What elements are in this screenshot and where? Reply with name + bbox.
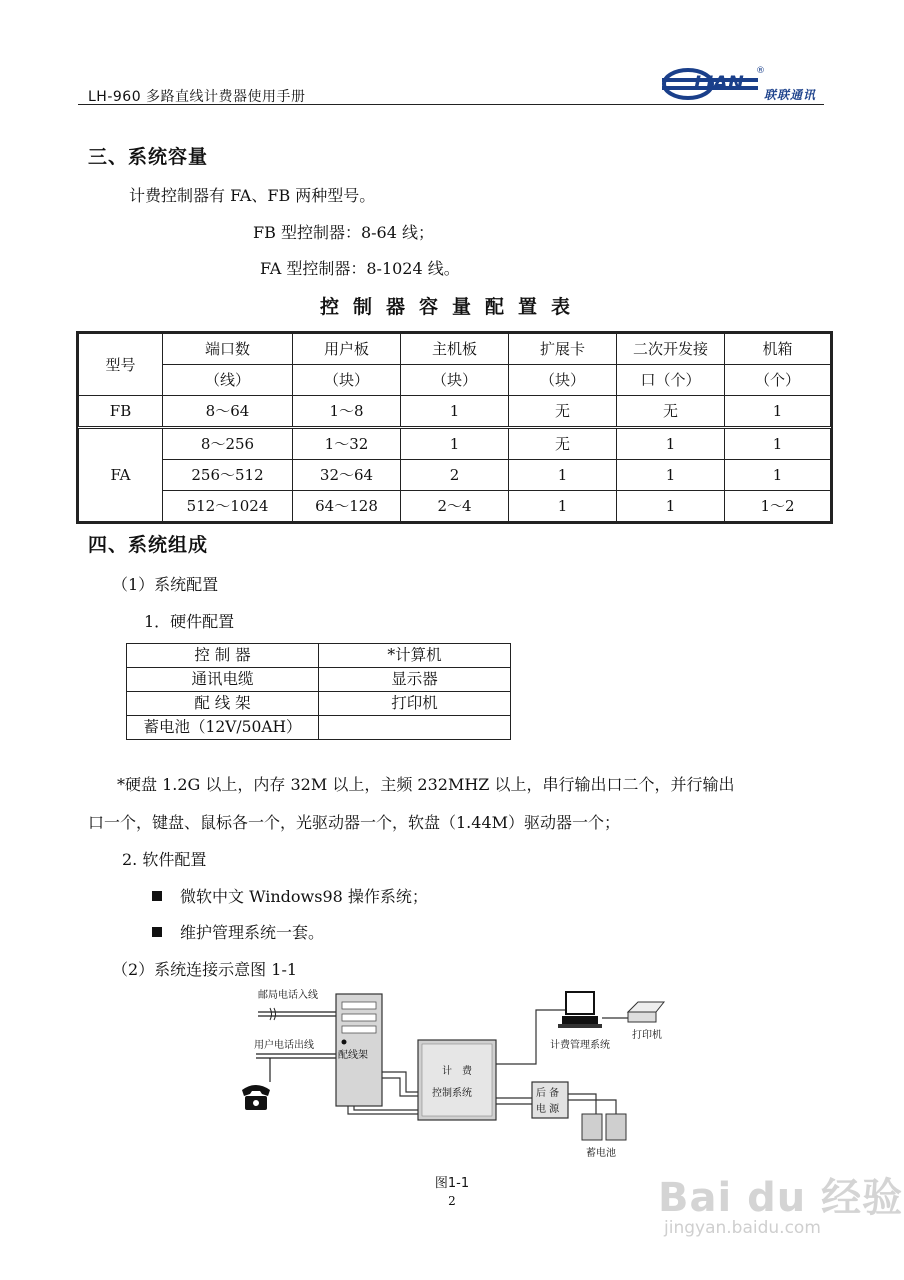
- fa-case: 1: [725, 428, 831, 460]
- fa-case: 1～2: [725, 491, 831, 522]
- distribution-frame-label: 配线架: [338, 1050, 368, 1061]
- fa-user: 1～32: [293, 428, 401, 460]
- header-case-unit: （个）: [725, 365, 831, 396]
- fa-ext: 1: [509, 491, 617, 522]
- hardware-config-title: 1．硬件配置: [144, 612, 235, 631]
- fa-model: FA: [79, 428, 163, 522]
- printer-label: 打印机: [632, 1030, 662, 1041]
- fb-model: FB: [79, 396, 163, 428]
- fa-ports: 256～512: [163, 460, 293, 491]
- billing-controller-icon: [418, 1040, 496, 1120]
- table-row: [127, 644, 511, 668]
- capacity-table: [78, 333, 831, 522]
- fa-ext: 无: [509, 428, 617, 460]
- hardware-note-line1: *硬盘 1.2G 以上，内存 32M 以上，主频 232MHZ 以上，串行输出口二个，并行输出: [117, 775, 735, 794]
- bullet-square-icon: [152, 891, 162, 901]
- hw-right-cell: *计算机: [319, 644, 511, 668]
- fa-ports: 512～1024: [163, 491, 293, 522]
- backup-power-line2: 电 源: [536, 1104, 560, 1115]
- header-dev-interface-unit: 口（个）: [617, 365, 725, 396]
- figure-caption: 图1-1: [434, 1176, 470, 1191]
- fa-dev: 1: [617, 460, 725, 491]
- hw-right-cell: [319, 716, 511, 740]
- telephone-icon: [242, 1085, 270, 1110]
- management-system-label: 计费管理系统: [550, 1040, 610, 1051]
- table-row: [79, 460, 831, 491]
- hw-left-cell: 控 制 器: [127, 644, 319, 668]
- hw-left-cell: 通讯电缆: [127, 668, 319, 692]
- fa-dev: 1: [617, 491, 725, 522]
- fb-capacity-line: FB 型控制器：8-64 线；: [253, 223, 434, 242]
- printer-icon: [628, 1002, 664, 1022]
- logo-text: LIAN: [694, 72, 744, 94]
- hw-left-cell: 配 线 架: [127, 692, 319, 716]
- header-ports: 端口数: [163, 334, 293, 365]
- hw-right-cell: 打印机: [319, 692, 511, 716]
- fa-case: 1: [725, 460, 831, 491]
- logo-registered-mark: ®: [756, 66, 765, 76]
- fa-ext: 1: [509, 460, 617, 491]
- fb-user: 1～8: [293, 396, 401, 428]
- table-row: [79, 396, 831, 428]
- software-config-title: 2. 软件配置: [122, 850, 207, 869]
- bullet-square-icon: [152, 927, 162, 937]
- header-user-board-unit: （块）: [293, 365, 401, 396]
- section3-intro: 计费控制器有 FA、FB 两种型号。: [129, 186, 376, 205]
- fa-capacity-line: FA 型控制器：8-1024 线。: [260, 259, 460, 278]
- hw-right-cell: 显示器: [319, 668, 511, 692]
- list-item: 微软中文 Windows98 操作系统；: [152, 884, 428, 907]
- table-row: [79, 428, 831, 460]
- fb-case: 1: [725, 396, 831, 428]
- hardware-note-line2: 口一个，键盘、鼠标各一个，光驱动器一个，软盘（1.44M）驱动器一个；: [88, 813, 621, 832]
- controller-label-line2: 控制系统: [432, 1088, 472, 1099]
- header-case: 机箱: [725, 334, 831, 365]
- header-main-board-unit: （块）: [401, 365, 509, 396]
- fa-main: 2～4: [401, 491, 509, 522]
- section3-heading: 三、系统容量: [88, 146, 209, 168]
- fa-ports: 8～256: [163, 428, 293, 460]
- battery-label: 蓄电池: [586, 1148, 616, 1159]
- header-main-board: 主机板: [401, 334, 509, 365]
- battery-icon: [582, 1114, 626, 1140]
- controller-label-line1: 计 费: [442, 1066, 472, 1077]
- fb-main: 1: [401, 396, 509, 428]
- hw-left-cell: 蓄电池（12V/50AH）: [127, 716, 319, 740]
- backup-power-line1: 后 备: [536, 1088, 560, 1099]
- header-ext-card-unit: （块）: [509, 365, 617, 396]
- table-row: [79, 491, 831, 522]
- system-connection-diagram: [236, 982, 676, 1162]
- fb-ports: 8～64: [163, 396, 293, 428]
- fa-main: 1: [401, 428, 509, 460]
- incoming-line-label: 邮局电话入线: [258, 990, 318, 1001]
- fa-user: 32～64: [293, 460, 401, 491]
- hardware-table: [126, 643, 511, 740]
- fa-user: 64～128: [293, 491, 401, 522]
- header-ext-card: 扩展卡: [509, 334, 617, 365]
- outgoing-line-label: 用户电话出线: [254, 1040, 314, 1051]
- header-rule: [78, 104, 824, 105]
- watermark-url: jingyan.baidu.com: [664, 1218, 821, 1238]
- page-number: 2: [448, 1194, 456, 1208]
- logo-chinese-name: 联联通讯: [764, 88, 817, 102]
- table-row: [127, 716, 511, 740]
- table-row: [127, 692, 511, 716]
- header-user-board: 用户板: [293, 334, 401, 365]
- capacity-header-row: [79, 334, 831, 365]
- header-title: LH-960 多路直线计费器使用手册: [88, 89, 306, 105]
- header-dev-interface: 二次开发接: [617, 334, 725, 365]
- fb-dev: 无: [617, 396, 725, 428]
- table-row: [127, 668, 511, 692]
- list-item: 维护管理系统一套。: [152, 920, 324, 943]
- system-config-subheading: （1）系统配置: [112, 575, 219, 594]
- watermark: Bai du 经验: [658, 1175, 904, 1221]
- fb-ext: 无: [509, 396, 617, 428]
- header-model: 型号: [79, 334, 163, 396]
- connection-diagram-subheading: （2）系统连接示意图 1-1: [112, 960, 298, 979]
- fa-dev: 1: [617, 428, 725, 460]
- section4-heading: 四、系统组成: [88, 534, 209, 556]
- capacity-table-title: 控制器容量配置表: [319, 296, 584, 318]
- fa-main: 2: [401, 460, 509, 491]
- header-ports-unit: （线）: [163, 365, 293, 396]
